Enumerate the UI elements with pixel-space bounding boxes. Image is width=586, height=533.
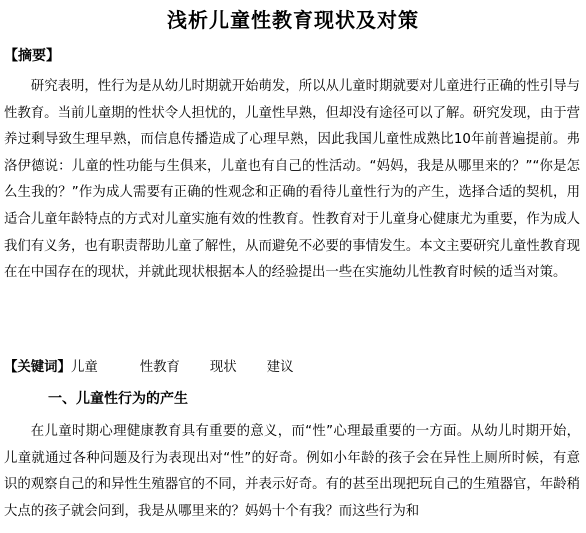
- keyword-item: 儿童: [70, 360, 98, 375]
- abstract-body: [4, 74, 580, 287]
- keyword-item: 性教育: [139, 360, 180, 375]
- keywords-line: [4, 356, 323, 379]
- abstract-heading: 【摘要】: [4, 48, 60, 64]
- section-body: [4, 419, 580, 525]
- section-paragraph: 在儿童时期心理健康教育具有重要的意义，而“性”心理最重要的一方面。从幼儿时期开始，儿童就通过各种问题及行为表现出对“性”的好奇。例如小年龄的孩子会在异性上厕所时候，有意识的观察自己的和异性生殖器官的不同，并表示好奇。有的甚至出现把玩自己的生殖器官，年龄稍大点的孩子就会问到，我是从哪里来的？妈妈十个有我？而这些行为和: [4, 424, 580, 519]
- keywords-label: 【关键词】: [4, 359, 71, 375]
- section-heading: 一、儿童性行为的产生: [48, 391, 188, 407]
- abstract-paragraph: 研究表明，性行为是从幼儿时期就开始萌发，所以从儿童时期就要对儿童进行正确的性引导与性教育。当前儿童期的性状令人担忧的，儿童性早熟，但却没有途径可以了解。研究发现，由于营养过剩导致生理早熟，而信息传播造成了心理早熟，因此我国儿童性成熟比10年前普遍提前。弗洛伊德说：儿童的性功能与生俱来，儿童也有自己的性活动。“妈妈，我是从哪里来的？”“你是怎么生我的？”作为成人需要有正确的性观念和正确的看待儿童性行为的产生，选择合适的契机，用适合儿童年龄特点的方式对儿童实施有效的性教育。性教育对于儿童身心健康尤为重要，作为成人我们有义务，也有职责帮助儿童了解性，从而避免不必要的事情发生。本文主要研究儿童性教育现在在中国存在的现状，并就此现状根据本人的经验提出一些在实施幼儿性教育时候的适当对策。: [4, 79, 580, 281]
- keyword-item: 现状: [209, 360, 237, 375]
- document-title: 浅析儿童性教育现状及对策: [167, 8, 419, 32]
- keyword-item: 建议: [266, 360, 294, 375]
